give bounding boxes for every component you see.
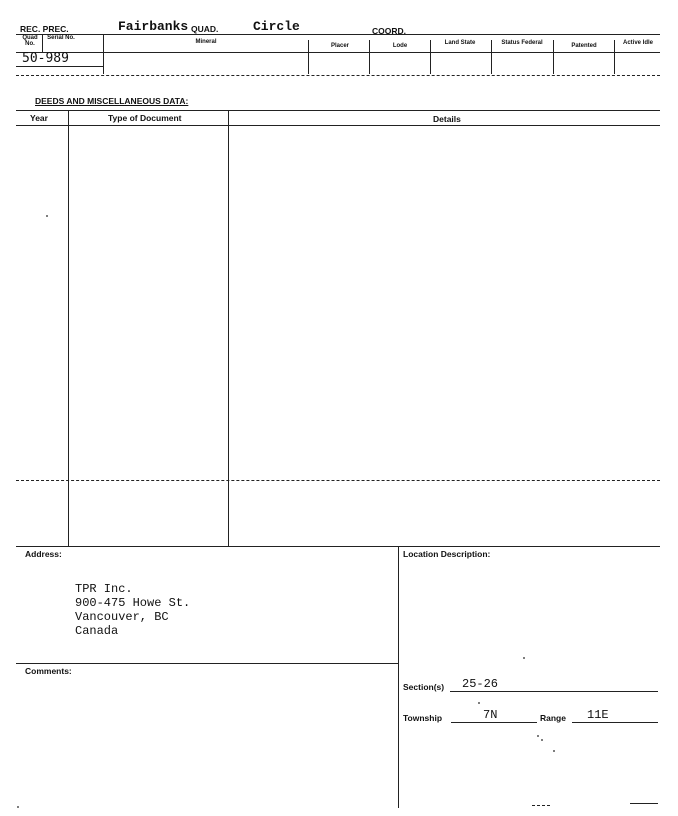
rec-prec-label: REC. PREC. [20, 24, 69, 34]
range-label: Range [540, 713, 566, 723]
claim-col-separator [491, 40, 492, 74]
claim-col-separator [42, 34, 43, 52]
rec-prec-value: Fairbanks [118, 19, 189, 34]
deeds-top-rule [16, 110, 660, 111]
quad-no-label: Quad No. [22, 35, 38, 47]
lode-label: Lode [392, 43, 408, 49]
header-rule [16, 34, 660, 35]
speck [17, 806, 19, 808]
address-line-1: TPR Inc. [75, 582, 133, 596]
comments-top-rule [16, 663, 398, 664]
bottom-line-mark [630, 803, 658, 804]
range-underline [572, 722, 658, 723]
comments-label: Comments: [25, 666, 72, 676]
location-column-line [398, 546, 399, 808]
placer-label: Placer [330, 43, 349, 49]
claim-col-separator [308, 40, 309, 74]
deeds-header-rule [16, 125, 660, 126]
location-description-label: Location Description: [403, 549, 491, 559]
speck [553, 750, 555, 752]
serial-no-label: Serial No. [47, 35, 75, 41]
address-line-4: Canada [75, 624, 119, 638]
deeds-bottom-rule [16, 546, 660, 547]
quad-serial-value: 50-989 [22, 51, 69, 66]
deeds-section-title: DEEDS AND MISCELLANEOUS DATA: [35, 96, 189, 106]
claim-col-separator [553, 40, 554, 74]
claim-col-separator [614, 40, 615, 74]
quad-label: QUAD. [191, 24, 219, 34]
details-header: Details [433, 114, 461, 124]
year-header: Year [30, 113, 48, 123]
sections-label: Section(s) [403, 682, 445, 692]
claim-dashed-rule [16, 75, 660, 76]
speck [541, 739, 543, 741]
quad-value: Circle [253, 19, 300, 34]
land-status-state-label: Land State [444, 40, 476, 46]
address-line-2: 900-475 Howe St. [75, 596, 191, 610]
range-value: 11E [587, 708, 609, 722]
speck [523, 657, 525, 659]
sections-value: 25-26 [462, 677, 499, 691]
active-idle-label: Active Idle [622, 40, 653, 46]
claim-col-separator [430, 40, 431, 74]
serial-underline [16, 66, 103, 67]
claim-col-separator [103, 34, 104, 74]
claim-header-rule [16, 52, 660, 53]
speck [46, 215, 48, 217]
bottom-dash-mark [532, 805, 550, 806]
speck [478, 702, 480, 704]
coord-label: COORD. [372, 26, 406, 36]
speck [537, 735, 539, 737]
type-of-document-header: Type of Document [108, 113, 182, 123]
claim-col-separator [369, 40, 370, 74]
township-value: 7N [483, 708, 498, 722]
status-federal-label: Status Federal [501, 40, 543, 46]
sections-underline [450, 691, 658, 692]
township-underline [451, 722, 537, 723]
mineral-label: Mineral [195, 39, 217, 45]
patented-label: Patented [571, 43, 597, 49]
township-label: Township [403, 713, 443, 723]
address-line-3: Vancouver, BC [75, 610, 169, 624]
deeds-dashed-rule [16, 480, 660, 481]
address-label: Address: [25, 549, 62, 559]
